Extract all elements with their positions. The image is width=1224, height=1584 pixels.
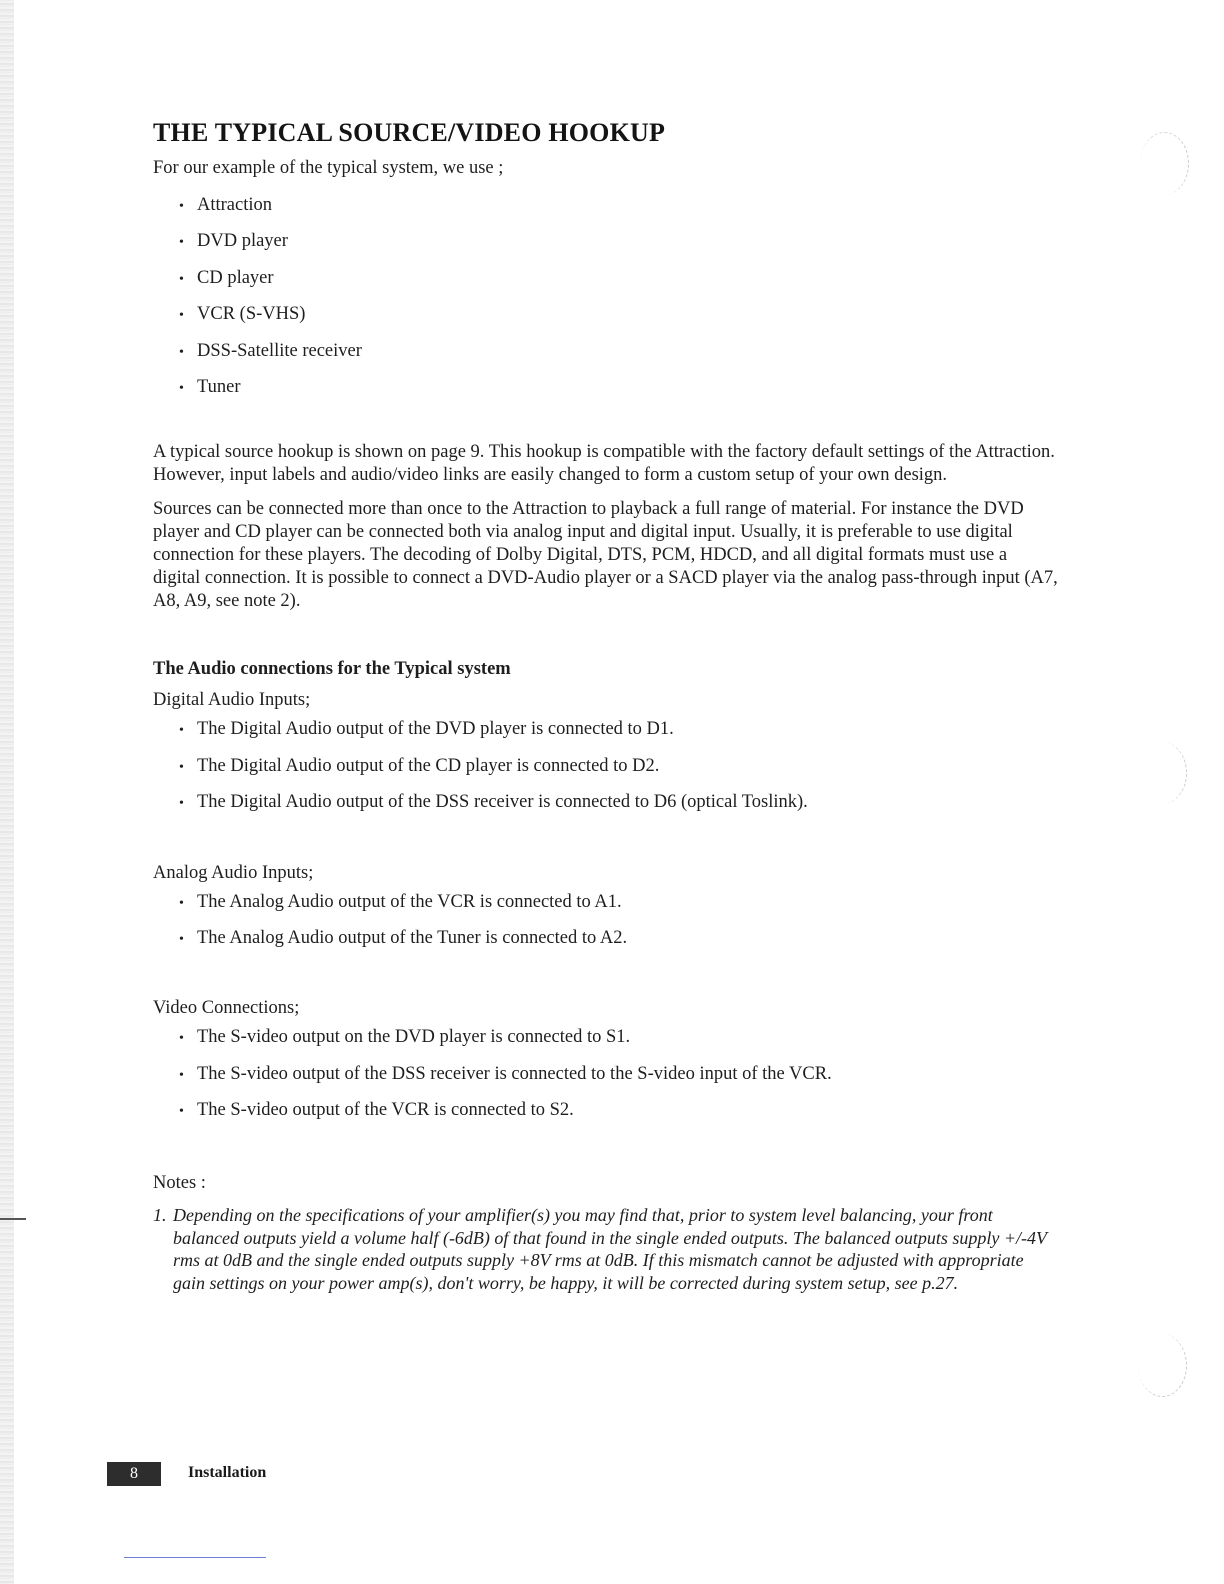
bullet-icon: • — [179, 759, 184, 775]
note-text: Depending on the specifications of your amplifier(s) you may find that, prior to system level balancing, your front balanced outputs yield a volume half (-6dB) of that found in the single ended outputs. The balanced outputs supply +/-4V rms at 0dB and the single ended outputs supply +8V rms at 0dB. If this mismatch cannot be adjusted with appropriate gain settings on your power amp(s), don't worry, be happy, it will be corrected during system setup, see p.27. — [173, 1205, 1047, 1293]
analog-inputs-list — [179, 884, 1058, 957]
bullet-icon: • — [179, 1104, 184, 1120]
bullet-icon: • — [179, 1067, 184, 1083]
list-item-text: VCR (S-VHS) — [197, 304, 306, 325]
list-item-text: The Analog Audio output of the Tuner is connected to A2. — [197, 927, 628, 948]
page-number-badge: 8 — [107, 1462, 161, 1486]
bullet-icon: • — [179, 344, 184, 360]
list-item-text: The S-video output of the VCR is connected to S2. — [197, 1100, 574, 1121]
punch-hole-mark — [1140, 132, 1189, 195]
list-item — [179, 784, 1058, 820]
video-connections-list — [179, 1019, 1058, 1128]
punch-hole-mark — [1138, 742, 1187, 804]
footer-section-label: Installation — [188, 1464, 267, 1481]
list-item — [179, 296, 1058, 332]
scan-mark — [0, 1218, 26, 1220]
list-item — [179, 333, 1058, 369]
list-item-text: DVD player — [197, 231, 288, 252]
analog-inputs-label: Analog Audio Inputs; — [153, 862, 314, 883]
bullet-icon: • — [179, 723, 184, 739]
note-item — [153, 1204, 1058, 1294]
bullet-icon: • — [179, 796, 184, 812]
digital-inputs-label: Digital Audio Inputs; — [153, 690, 311, 711]
list-item-text: The Digital Audio output of the CD player is connected to D2. — [197, 755, 660, 776]
scan-edge — [0, 0, 14, 1584]
notes-label: Notes : — [153, 1173, 206, 1194]
punch-hole-mark — [1138, 1334, 1187, 1397]
list-item-text: The Digital Audio output of the DSS receiver is connected to D6 (optical Toslink). — [197, 792, 808, 813]
page-content — [153, 118, 1058, 1294]
list-item — [179, 748, 1058, 784]
list-item — [179, 920, 1058, 956]
list-item-text: Attraction — [197, 195, 273, 215]
list-item-text: CD player — [197, 267, 274, 288]
list-item-text: DSS-Satellite receiver — [197, 340, 362, 361]
list-item-text: Tuner — [197, 376, 241, 397]
bullet-icon: • — [179, 308, 184, 324]
list-item-text: The S-video output of the DSS receiver is connected to the S-video input of the VCR. — [197, 1063, 832, 1084]
digital-inputs-list — [179, 711, 1058, 820]
body-paragraph-hookup: A typical source hookup is shown on page 9. This hookup is compatible with the factory default settings of the Attraction. However, input labels and audio/video links are easily changed to form a custom setup of your own design. — [153, 442, 1055, 486]
list-item — [179, 223, 1058, 259]
list-item — [179, 1092, 1058, 1128]
list-item — [179, 369, 1058, 405]
section-heading-audio: The Audio connections for the Typical system — [153, 659, 511, 680]
footer-rule — [124, 1557, 266, 1558]
list-item-text: The Analog Audio output of the VCR is connected to A1. — [197, 891, 622, 912]
note-number: 1. — [153, 1205, 167, 1226]
list-item — [179, 187, 1058, 223]
bullet-icon: • — [179, 380, 184, 396]
bullet-icon: • — [179, 199, 184, 214]
video-connections-label: Video Connections; — [153, 998, 300, 1019]
body-paragraph-sources: Sources can be connected more than once to the Attraction to playback a full range of material. For instance the DVD player and CD player can be connected both via analog input and digital input. Usually, it is preferable to use digital connection for these players. The decoding of Dolby Digital, DTS, PCM, HDCD, and all digital formats must use a digital connection. It is possible to connect a DVD-Audio player or a SACD player via the analog pass-through input (A7, A8, A9, see note 2). — [153, 499, 1058, 612]
bullet-icon: • — [179, 1031, 184, 1047]
bullet-icon: • — [179, 895, 184, 911]
list-item — [179, 1019, 1058, 1055]
list-item — [179, 260, 1058, 296]
list-item-text: The Digital Audio output of the DVD player is connected to D1. — [197, 719, 674, 740]
list-item — [179, 1056, 1058, 1092]
list-item-text: The S-video output on the DVD player is connected to S1. — [197, 1027, 631, 1048]
list-item — [179, 711, 1058, 747]
bullet-icon: • — [179, 271, 184, 287]
bullet-icon: • — [179, 931, 184, 947]
page-title: THE TYPICAL SOURCE/VIDEO HOOKUP — [153, 118, 666, 147]
source-list — [179, 187, 1058, 405]
intro-text: For our example of the typical system, we use ; — [153, 158, 504, 178]
list-item — [179, 884, 1058, 920]
bullet-icon: • — [179, 235, 184, 251]
